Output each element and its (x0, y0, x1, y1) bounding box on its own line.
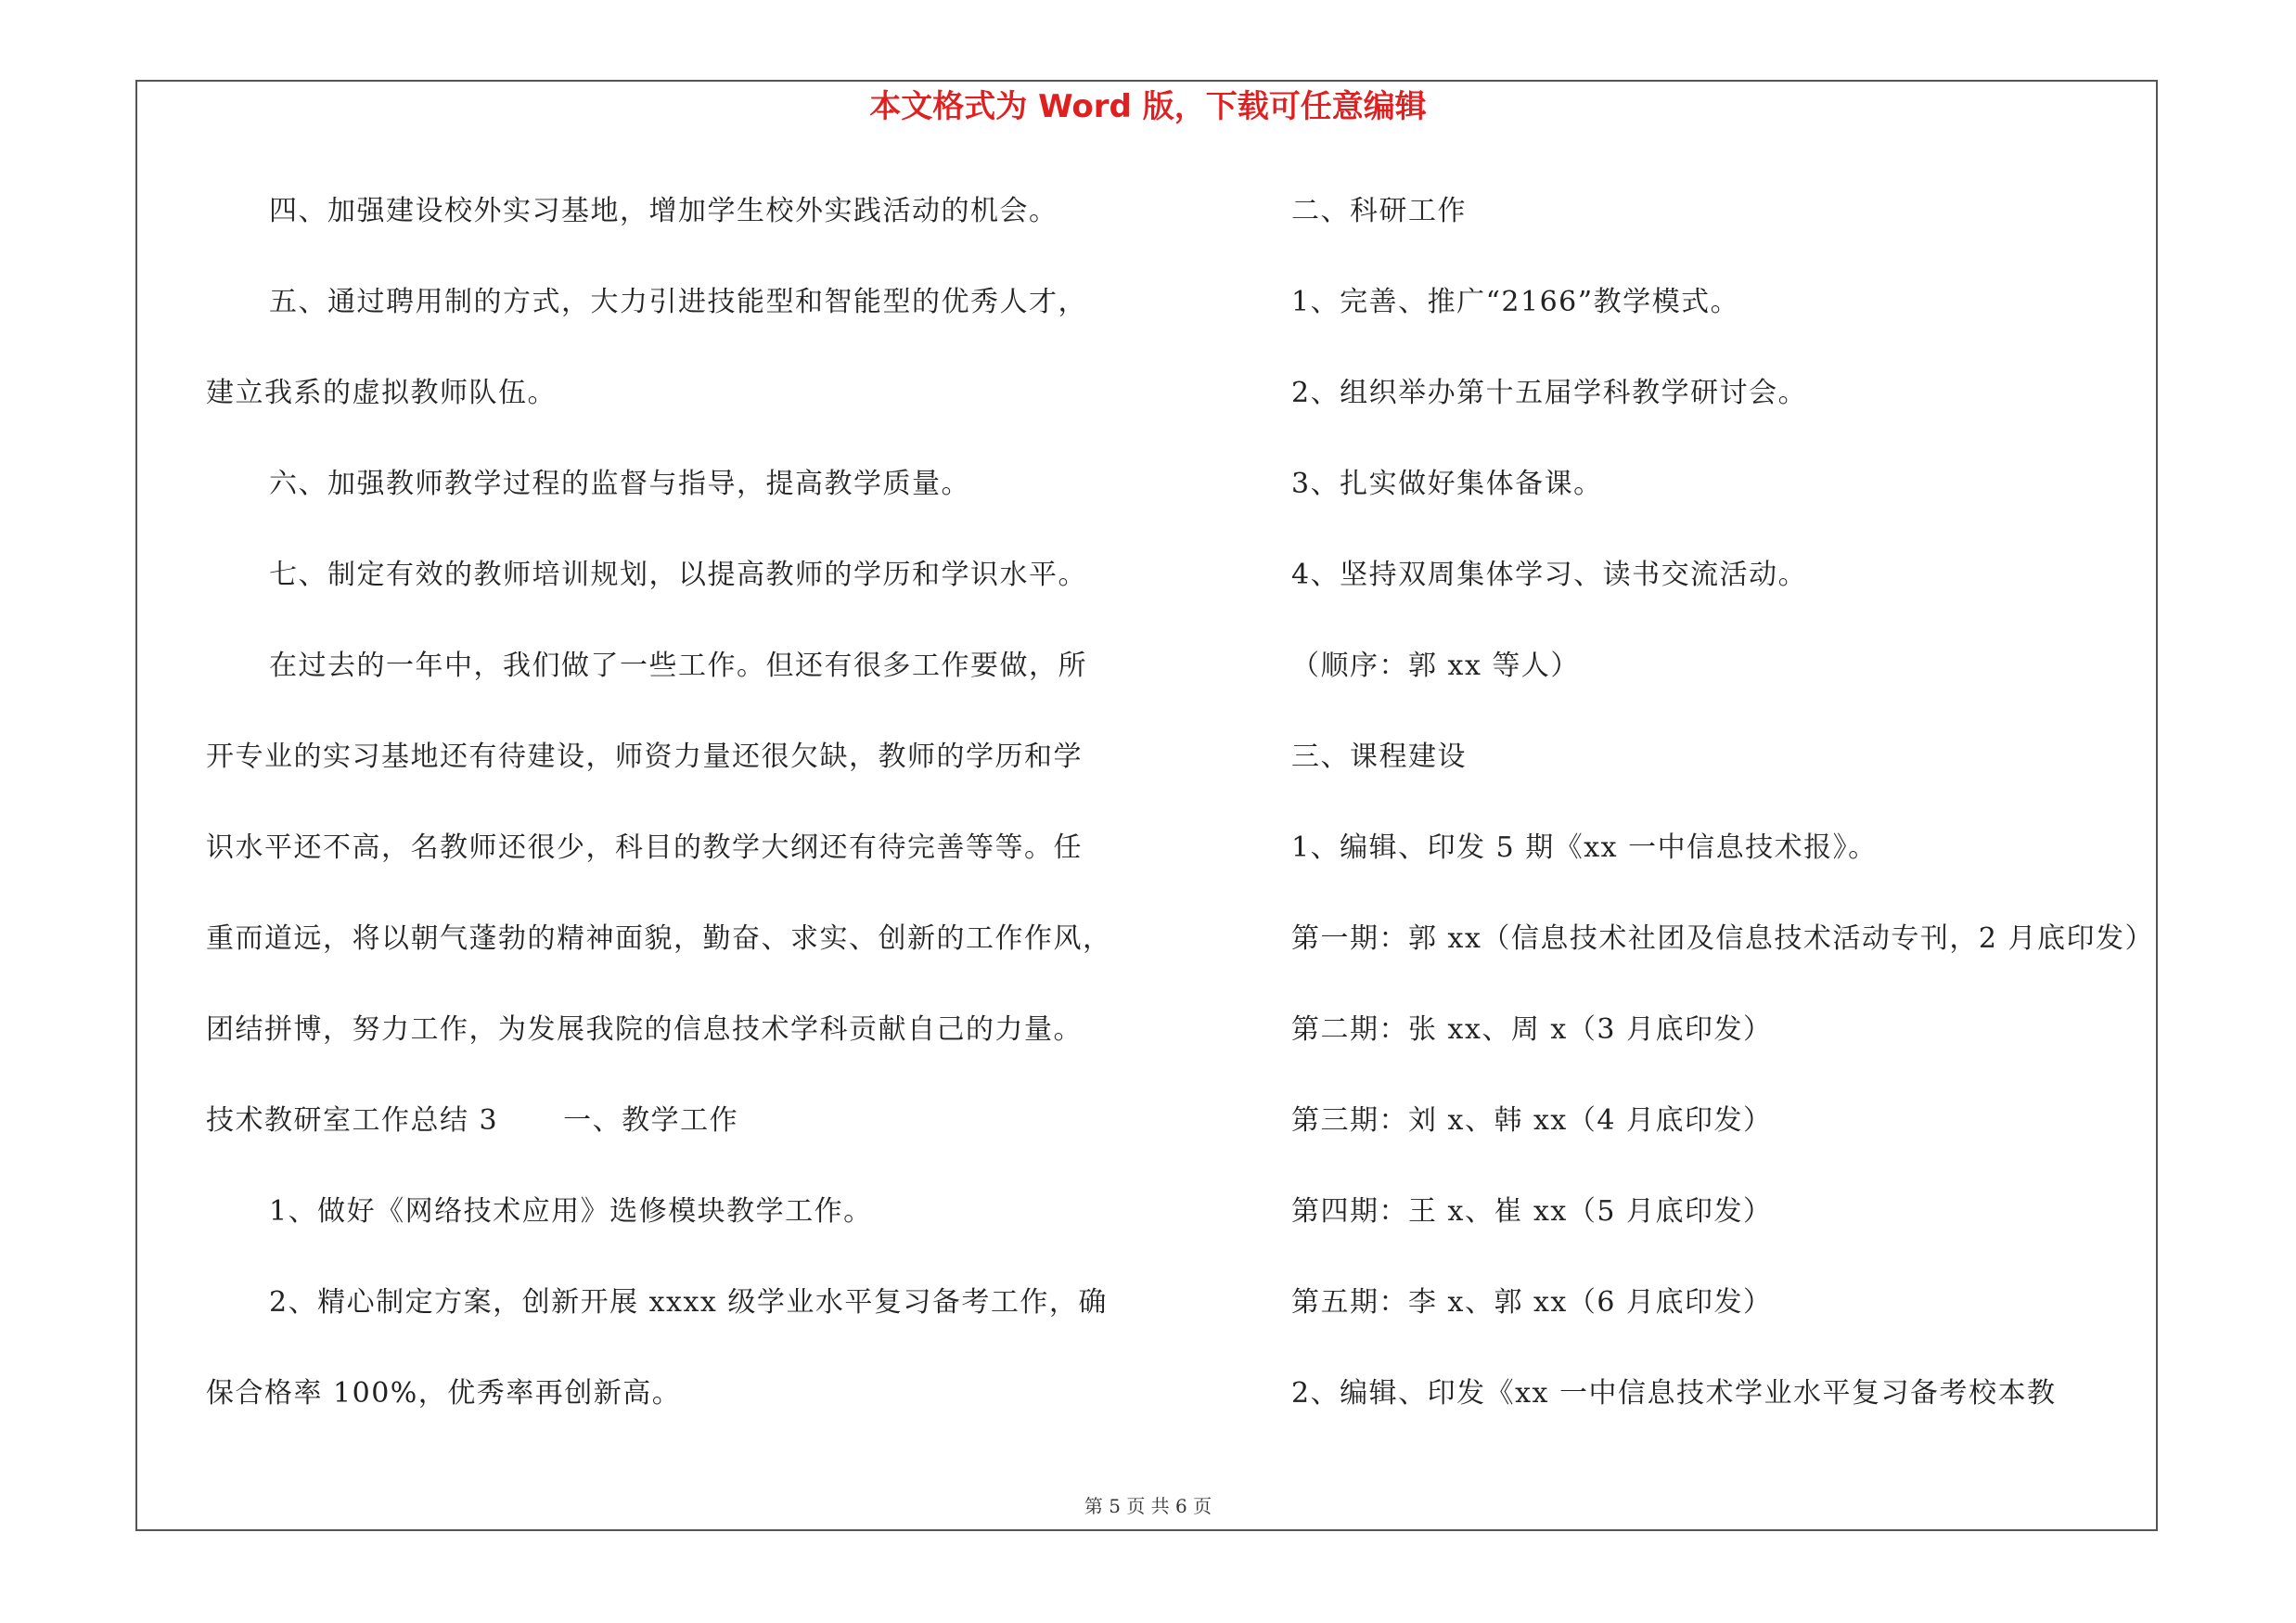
text-line: 第一期：郭 xx（信息技术社团及信息技术活动专刊，2 月底印发） (1291, 922, 2154, 955)
right-paragraphs (1291, 186, 2163, 1459)
text-line: 1、编辑、印发 5 期《xx 一中信息技术报》。 (1291, 831, 1878, 864)
page-number: 第 5 页 共 6 页 (1084, 1495, 1212, 1517)
text-line: 保合格率 100%，优秀率再创新高。 (206, 1377, 682, 1410)
word-format-banner: 本文格式为 Word 版，下载可任意编辑 (869, 88, 1427, 125)
text-line: 团结拼博，努力工作，为发展我院的信息技术学科贡献自己的力量。 (206, 1013, 1083, 1046)
text-line: 2、精心制定方案，创新开展 xxxx 级学业水平复习备考工作，确 (269, 1286, 1108, 1319)
text-line: 四、加强建设校外实习基地，增加学生校外实践活动的机会。 (269, 195, 1058, 227)
left-paragraphs-after (206, 1186, 1171, 1459)
text-line: 第五期：李 x、郭 xx（6 月底印发） (1291, 1286, 1773, 1319)
text-line: 六、加强教师教学过程的监督与指导，提高教学质量。 (269, 468, 970, 500)
text-line: 五、通过聘用制的方式，大力引进技能型和智能型的优秀人才， (269, 286, 1087, 318)
text-line: 3、扎实做好集体备课。 (1291, 468, 1603, 500)
section-title-teaching: 一、教学工作 (563, 1104, 739, 1137)
text-line: 七、制定有效的教师培训规划，以提高教师的学历和学识水平。 (269, 559, 1087, 591)
text-line: 建立我系的虚拟教师队伍。 (206, 377, 557, 409)
section-heading-line (206, 1095, 1171, 1186)
text-line: 开专业的实习基地还有待建设，师资力量还很欠缺，教师的学历和学 (206, 741, 1083, 773)
text-line: 2、编辑、印发《xx 一中信息技术学业水平复习备考校本教 (1291, 1377, 2057, 1410)
text-line: 二、科研工作 (1291, 195, 1467, 227)
text-line: 三、课程建设 (1291, 741, 1467, 773)
text-line: 2、组织举办第十五届学科教学研讨会。 (1291, 377, 1808, 409)
left-column (206, 186, 1171, 1459)
text-line: 第三期：刘 x、韩 xx（4 月底印发） (1291, 1104, 1773, 1137)
text-line: 第四期：王 x、崔 xx（5 月底印发） (1291, 1195, 1773, 1228)
document-title: 技术教研室工作总结 3 (206, 1104, 499, 1137)
text-line: 1、完善、推广“2166”教学模式。 (1291, 286, 1740, 318)
text-line: 识水平还不高，名教师还很少，科目的教学大纲还有待完善等等。任 (206, 831, 1083, 864)
left-paragraphs (206, 186, 1171, 1095)
text-line: 第二期：张 xx、周 x（3 月底印发） (1291, 1013, 1773, 1046)
text-line: 重而道远，将以朝气蓬勃的精神面貌，勤奋、求实、创新的工作作风， (206, 922, 1112, 955)
text-line: （顺序：郭 xx 等人） (1291, 650, 1580, 682)
right-column (1291, 186, 2163, 1459)
text-line: 在过去的一年中，我们做了一些工作。但还有很多工作要做，所 (269, 650, 1087, 682)
text-line: 4、坚持双周集体学习、读书交流活动。 (1291, 559, 1808, 591)
text-line: 1、做好《网络技术应用》选修模块教学工作。 (269, 1195, 873, 1228)
